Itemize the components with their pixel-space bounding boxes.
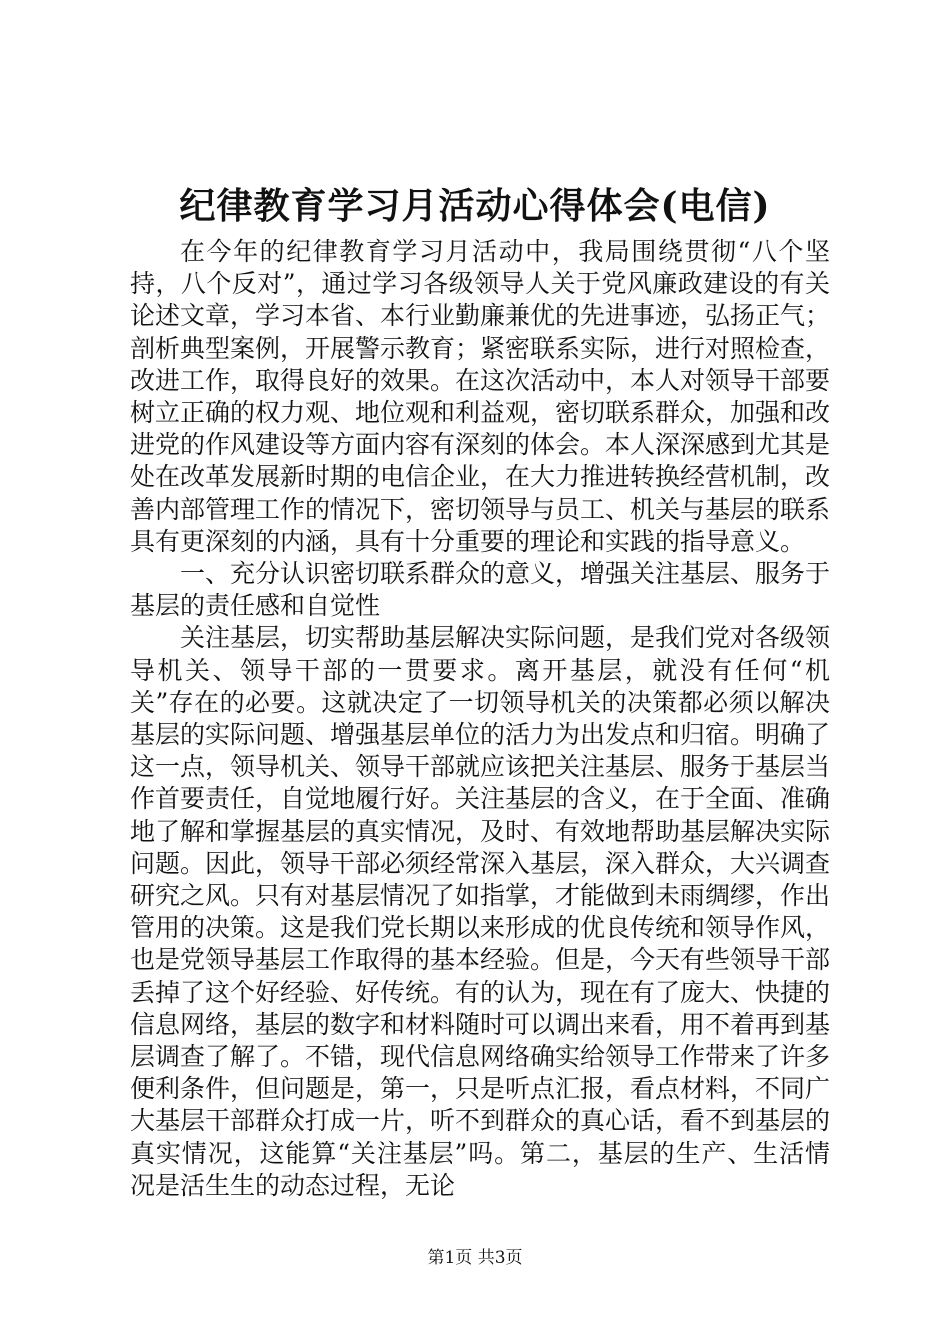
- page-footer: 第1页 共3页: [427, 1248, 523, 1268]
- paragraph-intro: 在今年的纪律教育学习月活动中，我局围绕贯彻“八个坚持，八个反对”，通过学习各级领导人关于党风廉政建设的有关论述文章，学习本省、本行业勤廉兼优的先进事迹，弘扬正气；剖析典型案例，开展警示教育；紧密联系实际，进行对照检查，改进工作，取得良好的效果。在这次活动中，本人对领导干部要树立正确的权力观、地位观和利益观，密切联系群众，加强和改进党的作风建设等方面内容有深刻的体会。本人深深感到尤其是处在改革发展新时期的电信企业，在大力推进转换经营机制，改善内部管理工作的情况下，密切领导与员工、机关与基层的联系具有更深刻的内涵，具有十分重要的理论和实践的指导意义。: [130, 237, 831, 556]
- paragraph-section-body: 关注基层，切实帮助基层解决实际问题，是我们党对各级领导机关、领导干部的一贯要求。离开基层，就没有任何“机关”存在的必要。这就决定了一切领导机关的决策都必须以解决基层的实际问题、增强基层单位的活力为出发点和归宿。明确了这一点，领导机关、领导干部就应该把关注基层、服务于基层当作首要责任，自觉地履行好。关注基层的含义，在于全面、准确地了解和掌握基层的真实情况，及时、有效地帮助基层解决实际问题。因此，领导干部必须经常深入基层，深入群众，大兴调查研究之风。只有对基层情况了如指掌，才能做到未雨绸缪，作出管用的决策。这是我们党长期以来形成的优良传统和领导作风，也是党领导基层工作取得的基本经验。但是，今天有些领导干部丢掉了这个好经验、好传统。有的认为，现在有了庞大、快捷的信息网络，基层的数字和材料随时可以调出来看，用不着再到基层调查了解了。不错，现代信息网络确实给领导工作带来了许多便利条件，但问题是，第一，只是听点汇报，看点材料，不同广大基层干部群众打成一片，听不到群众的真心话，看不到基层的真实情况，这能算“关注基层”吗。第二，基层的生产、生活情况是活生生的动态过程，无论: [130, 623, 831, 1200]
- document-body: [130, 236, 830, 1202]
- document-title: 纪律教育学习月活动心得体会(电信): [179, 185, 771, 227]
- paragraph-section-heading: 一、充分认识密切联系群众的意义，增强关注基层、服务于基层的责任感和自觉性: [130, 559, 831, 621]
